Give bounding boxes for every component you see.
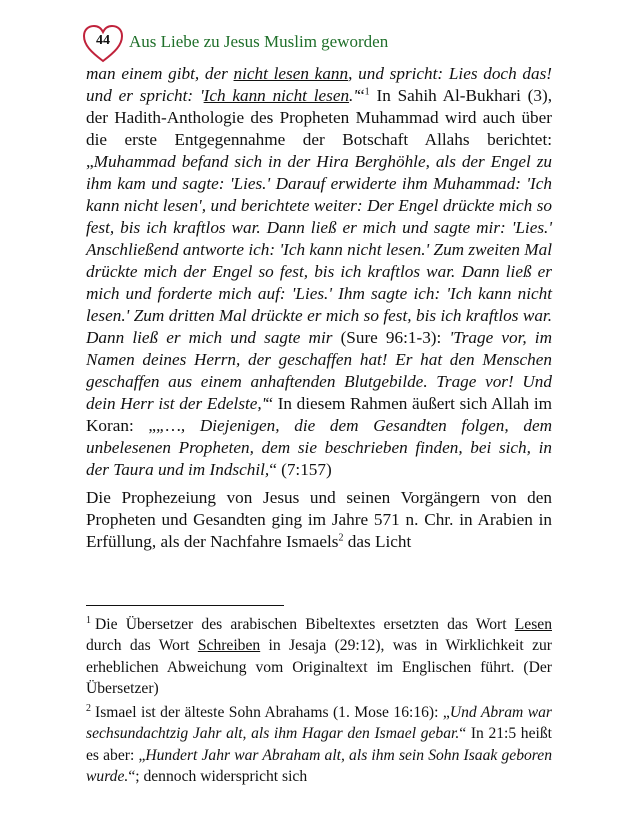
text-span: “ In 21:5 heißt es aber: „ (86, 725, 552, 764)
text-span: Ismael ist der älteste Sohn Abrahams (1. Mose 16:16): „ (95, 704, 450, 722)
text-span: (Sure 96:1-3): (332, 328, 450, 347)
text-span: In Sahih Al-Bukhari (3), der Hadith-Anthologie des Propheten Muhammad wird auch über die erste Entgegennahme der Botschaft Allahs berichtet: „ (86, 86, 552, 171)
quote-text: 'Trage vor, im Namen deines Herrn, der geschaffen hat! Er hat den Menschen geschaffen aus einem anhaftenden Blutgebilde. Trage vor! Und dein Herr ist der Edelste,' (86, 328, 552, 413)
text-span: “ (357, 86, 365, 105)
underlined-text: Schreiben (197, 637, 261, 655)
text-span: in Jesaja (29:12), was in Wirklichkeit zur erheblichen Abweichung vom Originaltext im Englischen führt. (Der Übersetzer) (86, 637, 552, 697)
quote-text: Muhammad befand sich in der Hira Berghöhle, als der Engel zu ihm kam und sagte: 'Lies.' Darauf erwiderte ihm Muhammad: 'Ich kann nicht lesen', und berichtete weiter: Der Engel drückte mich so fest, bis ich kraftlos war. Dann ließ er mich und sagte mir: 'Lies.' Anschließend antworte ich: 'Ich kann nicht lesen.' Zum zweiten Mal drückte mich der Engel so fest, bis ich kraftlos war. Dann ließ er mich und forderte mich auf: 'Lies.' Ihm sagte ich: 'Ich kann nicht lesen.' Zum dritten Mal drückte er mich so fest, bis ich kraftlos war. Dann ließ er mich und sagte mir (86, 152, 552, 347)
text-span: .' (349, 86, 358, 105)
underlined-text: nicht lesen kann (233, 64, 349, 83)
paragraph-1 (86, 63, 552, 481)
main-text (86, 63, 552, 559)
text-span: “ In diesem Rahmen äußert sich Allah im Koran: „ (86, 394, 552, 435)
text-span: “ (7:157) (269, 460, 332, 479)
footnote-mark: 1 (86, 614, 91, 626)
text-span: das Licht (343, 532, 412, 551)
footnote-2 (86, 702, 552, 787)
text-span: , und spricht: Lies doch das! und er spricht: ' (86, 64, 552, 105)
footnote-mark: 2 (86, 703, 91, 714)
text-span: Die Übersetzer des arabischen Bibeltextes ersetzten das Wort (95, 616, 515, 633)
running-title: Aus Liebe zu Jesus Muslim geworden (129, 32, 389, 51)
underlined-text: Lesen (514, 616, 552, 633)
quote-text: „…, Diejenigen, die dem Gesandten folgen, dem unbelesenen Propheten, dem sie beschrieben finden, bei sich, in der Taura und im Indschil, (86, 416, 553, 479)
underlined-text: Ich kann nicht lesen (203, 86, 350, 105)
footnote-ref-2: 2 (338, 532, 344, 544)
footnote-1 (86, 614, 552, 699)
footnote-divider (86, 605, 284, 606)
text-span: “; dennoch widerspricht sich (128, 768, 308, 786)
paragraph-2 (86, 487, 552, 553)
text-span: Die Prophezeiung von Jesus und seinen Vorgängern von den Propheten und Gesandten ging im Jahre 571 n. Chr. in Arabien in Erfüllung, als der Nachfahre Ismaels (86, 488, 552, 551)
footnotes (86, 614, 552, 790)
quote-text: Hundert Jahr war Abraham alt, als ihm sein Sohn Isaak geboren wurde. (86, 746, 552, 786)
text-span: durch das Wort (86, 637, 198, 655)
footnote-ref-1: 1 (364, 86, 370, 98)
page-header (82, 24, 562, 64)
text-span: man einem gibt, der (86, 64, 234, 83)
quote-text: Und Abram war sechsundachtzig Jahr alt, als ihm Hagar den Ismael gebar. (86, 704, 552, 743)
page-number: 44 (96, 33, 110, 48)
